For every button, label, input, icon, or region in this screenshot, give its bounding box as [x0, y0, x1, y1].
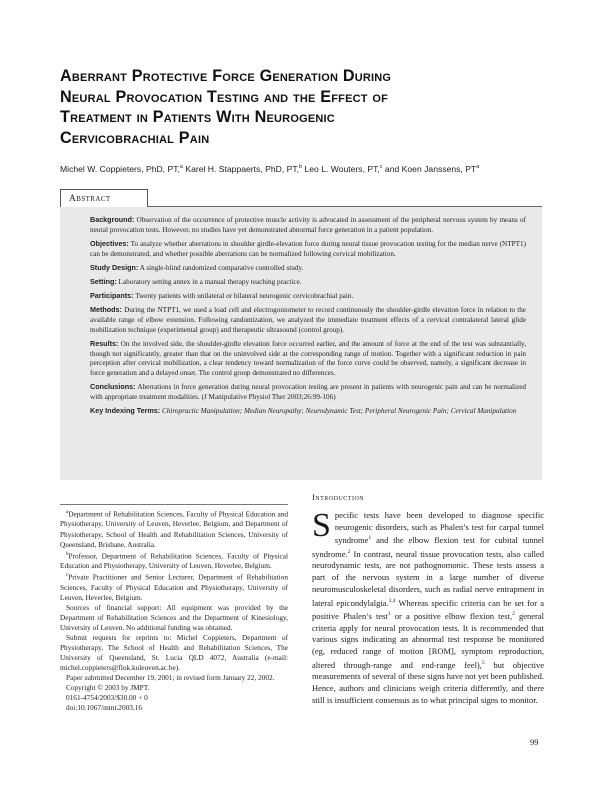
footnote-c-text: Private Practitioner and Senior Lecturer, Department of Rehabilitation Sciences, Faculty of Physical Education and Physiotherapy, University of Leuven, Heverlee, Belgium. [60, 572, 288, 602]
footnote-support: Sources of financial support: All equipment was provided by the Department of Rehabilitation Sciences and the Department of Kinesiology, University of Leuven. No additional funding was obtained. [60, 602, 288, 632]
title-line-2: Neural Provocation Testing and the Effect of [60, 87, 389, 106]
results-label: Results: [90, 339, 119, 349]
abstract-design [90, 263, 526, 274]
page-number: 99 [530, 737, 539, 747]
introduction-body [312, 507, 545, 706]
footnote-a-text: Department of Rehabilitation Sciences, Faculty of Physical Education and Physiotherapy, University of Leuven, Heverlee, Belgium, and Department of Physiotherapy, School of Health and Rehabilitation Sciences, University of Queensland, Brisbane, Australia. [60, 509, 288, 549]
abstract-background [90, 215, 526, 235]
background-text: Observation of the occurrence of protective muscle activity is advocated in assessment of the peripheral nervous system by means of neural provocation tests. However, no studies have yet demonstrated abnormal force generation in a patient population. [90, 216, 526, 234]
footnote-affiliation-a [60, 508, 288, 550]
footnote-submitted: Paper submitted December 19, 2001; in revised form January 22, 2002. [66, 673, 275, 683]
title-line-4: Cervicobrachial Pain [60, 128, 210, 147]
abstract-setting [90, 277, 526, 288]
footnote-c-marker: c [66, 573, 69, 579]
footnote-b-text: Professor, Department of Rehabilitation Sciences, Faculty of Physical Education and Physiotherapy, University of Leuven, Heverlee, Belgium. [60, 551, 288, 571]
intro-text-6: general criteria apply for neural provocation tests. It is recommended that various signs indicating an abnormal test response be monitored (eg, reduced range of motion [ROM], symptom reproduction, altered through-range and end-range feel), [312, 610, 544, 670]
objectives-label: Objectives: [90, 238, 129, 248]
intro-text-2: and the elbow flexion test for cubital tunnel syndrome. [312, 535, 544, 559]
footnote-doi: doi:10.1067/mmt.2003.16 [66, 703, 143, 713]
title-line-3: Treatment in Patients With Neurogenic [60, 108, 335, 126]
abstract-objectives [90, 239, 526, 259]
author-2: Karel H. Stappaerts, PhD, PT, [182, 163, 300, 174]
citation-5: 2 [512, 611, 515, 618]
keywords-text: Chiropractic Manipulation; Median Neuropathy; Neurodynamic Test; Peripheral Neurogenic Pain; Cervical Manipulation [160, 407, 517, 416]
intro-text-5: or a positive elbow flexion test, [390, 610, 513, 621]
footnotes [60, 504, 288, 713]
intro-text-4: Whereas specific criteria can be set for a positive Phalen’s test [312, 597, 544, 621]
footnote-copyright: Copyright © 2003 by JMPT. [66, 683, 150, 693]
design-label: Study Design: [90, 262, 139, 272]
conclusions-label: Conclusions: [90, 382, 136, 392]
footnote-b-marker: b [66, 551, 69, 557]
intro-text-1: pecific tests have been developed to diagnose specific neurogenic disorders, such as Phalen’s test for carpal tunnel syndrome [334, 510, 544, 546]
abstract-results [90, 339, 526, 379]
citation-6: 5 [481, 659, 485, 666]
results-text: On the involved side, the shoulder-girdle elevation force occurred earlier, and the amount of force at the end of the test was substantially, though not significantly, greater than that on the uninvolved side at the corresponding range of motion. Together with a significant reduction in pain perception after cervical mobilization, a clear tendency toward normalization of the force curve could be observed, namely, a significant decrease in force generation and a delayed onset. The control group demonstrated no differences. [90, 340, 526, 378]
footnote-affiliation-c [60, 571, 288, 603]
drop-cap: S [312, 507, 331, 544]
methods-text: During the NTPT1, we used a load cell and electrogoniometer to record continuously the shoulder-girdle elevation force in relation to the available range of elbow extension. Following randomization, we analyzed the immediate treatment effects of a cervical contralateral lateral glide mobilization technique (experimental group) and therapeutic ultrasound (control group). [90, 306, 526, 334]
author-3-affiliation: c [379, 164, 383, 170]
intro-text-7: but objective measurements of several of these signs have not yet been published. Hence, authors and clinicians weigh criteria differently, and there still is insufficient consensus as to what principal signs to monitor. [312, 659, 545, 705]
abstract-text [90, 215, 526, 420]
abstract-participants [90, 291, 526, 302]
abstract-conclusions [90, 382, 526, 402]
author-2-affiliation: b [299, 164, 303, 170]
footnote-affiliation-b [60, 550, 288, 572]
title-line-1: Aberrant Protective Force Generation During [60, 67, 392, 85]
footnote-issn: 0161-4754/2003/$30.00 + 0 [66, 693, 148, 703]
methods-label: Methods: [90, 305, 122, 315]
citation-4: 1 [387, 611, 391, 618]
author-4-affiliation: a [476, 164, 480, 170]
conclusions-text: Aberrations in force generation during neural provocation testing are present in patients with neurogenic pain and can be normalized with appropriate treatment modalities. (J Manipulative Physiol Ther 2003;26:99-106) [90, 383, 526, 402]
keywords-label: Key Indexing Terms: [90, 406, 161, 416]
setting-label: Setting: [90, 277, 117, 287]
article-title [60, 66, 540, 148]
participants-label: Participants: [90, 291, 134, 301]
objectives-text: To analyze whether aberrations in shoulder girdle-elevation force during neural tissue provocation testing for the median nerve (NTPT1) can be demonstrated, and whether possible aberrations can be normalized following cervical mobilization. [90, 239, 526, 258]
design-text: A single-blind randomized comparative controlled study. [138, 263, 304, 272]
citation-1: 1 [368, 535, 372, 542]
footnote-rule [60, 504, 288, 505]
author-3: Leo L. Wouters, PT, [302, 163, 380, 174]
abstract-tab: Abstract [60, 189, 148, 207]
citation-3: 3,4 [388, 597, 396, 604]
introduction-heading: Introduction [312, 493, 365, 502]
author-1-affiliation: a [179, 164, 183, 170]
intro-text-3: In contrast, neural tissue provocation tests, also called neurodynamic tests, are not pathognomonic. These tests assess a part of the nervous system in a large number of diverse neuromusculoskeletal disorders, such as radial nerve entrapment in lateral epicondylalgia. [312, 548, 544, 608]
background-label: Background: [90, 215, 135, 224]
setting-text: Laboratory setting annex in a manual therapy teaching practice. [116, 278, 302, 287]
footnote-reprints: Submit requests for reprints to: Michel Coppieters, Department of Physiotherapy, The School of Health and Rehabilitation Sciences, The University of Queensland, St. Lucia QLD 4072, Australia (e-mail: michel.coppieters@flok.kuleuven.ac.be). [60, 632, 288, 672]
author-list [60, 162, 550, 175]
footnote-a-marker: a [66, 510, 69, 515]
participants-text: Twenty patients with unilateral or bilateral neurogenic cervicobrachial pain. [133, 292, 354, 301]
author-4: and Koen Janssens, PT [382, 163, 477, 174]
abstract-methods [90, 305, 526, 335]
citation-2: 2 [347, 548, 351, 555]
abstract-keywords [90, 406, 526, 417]
author-1: Michel W. Coppieters, PhD, PT, [60, 163, 180, 174]
